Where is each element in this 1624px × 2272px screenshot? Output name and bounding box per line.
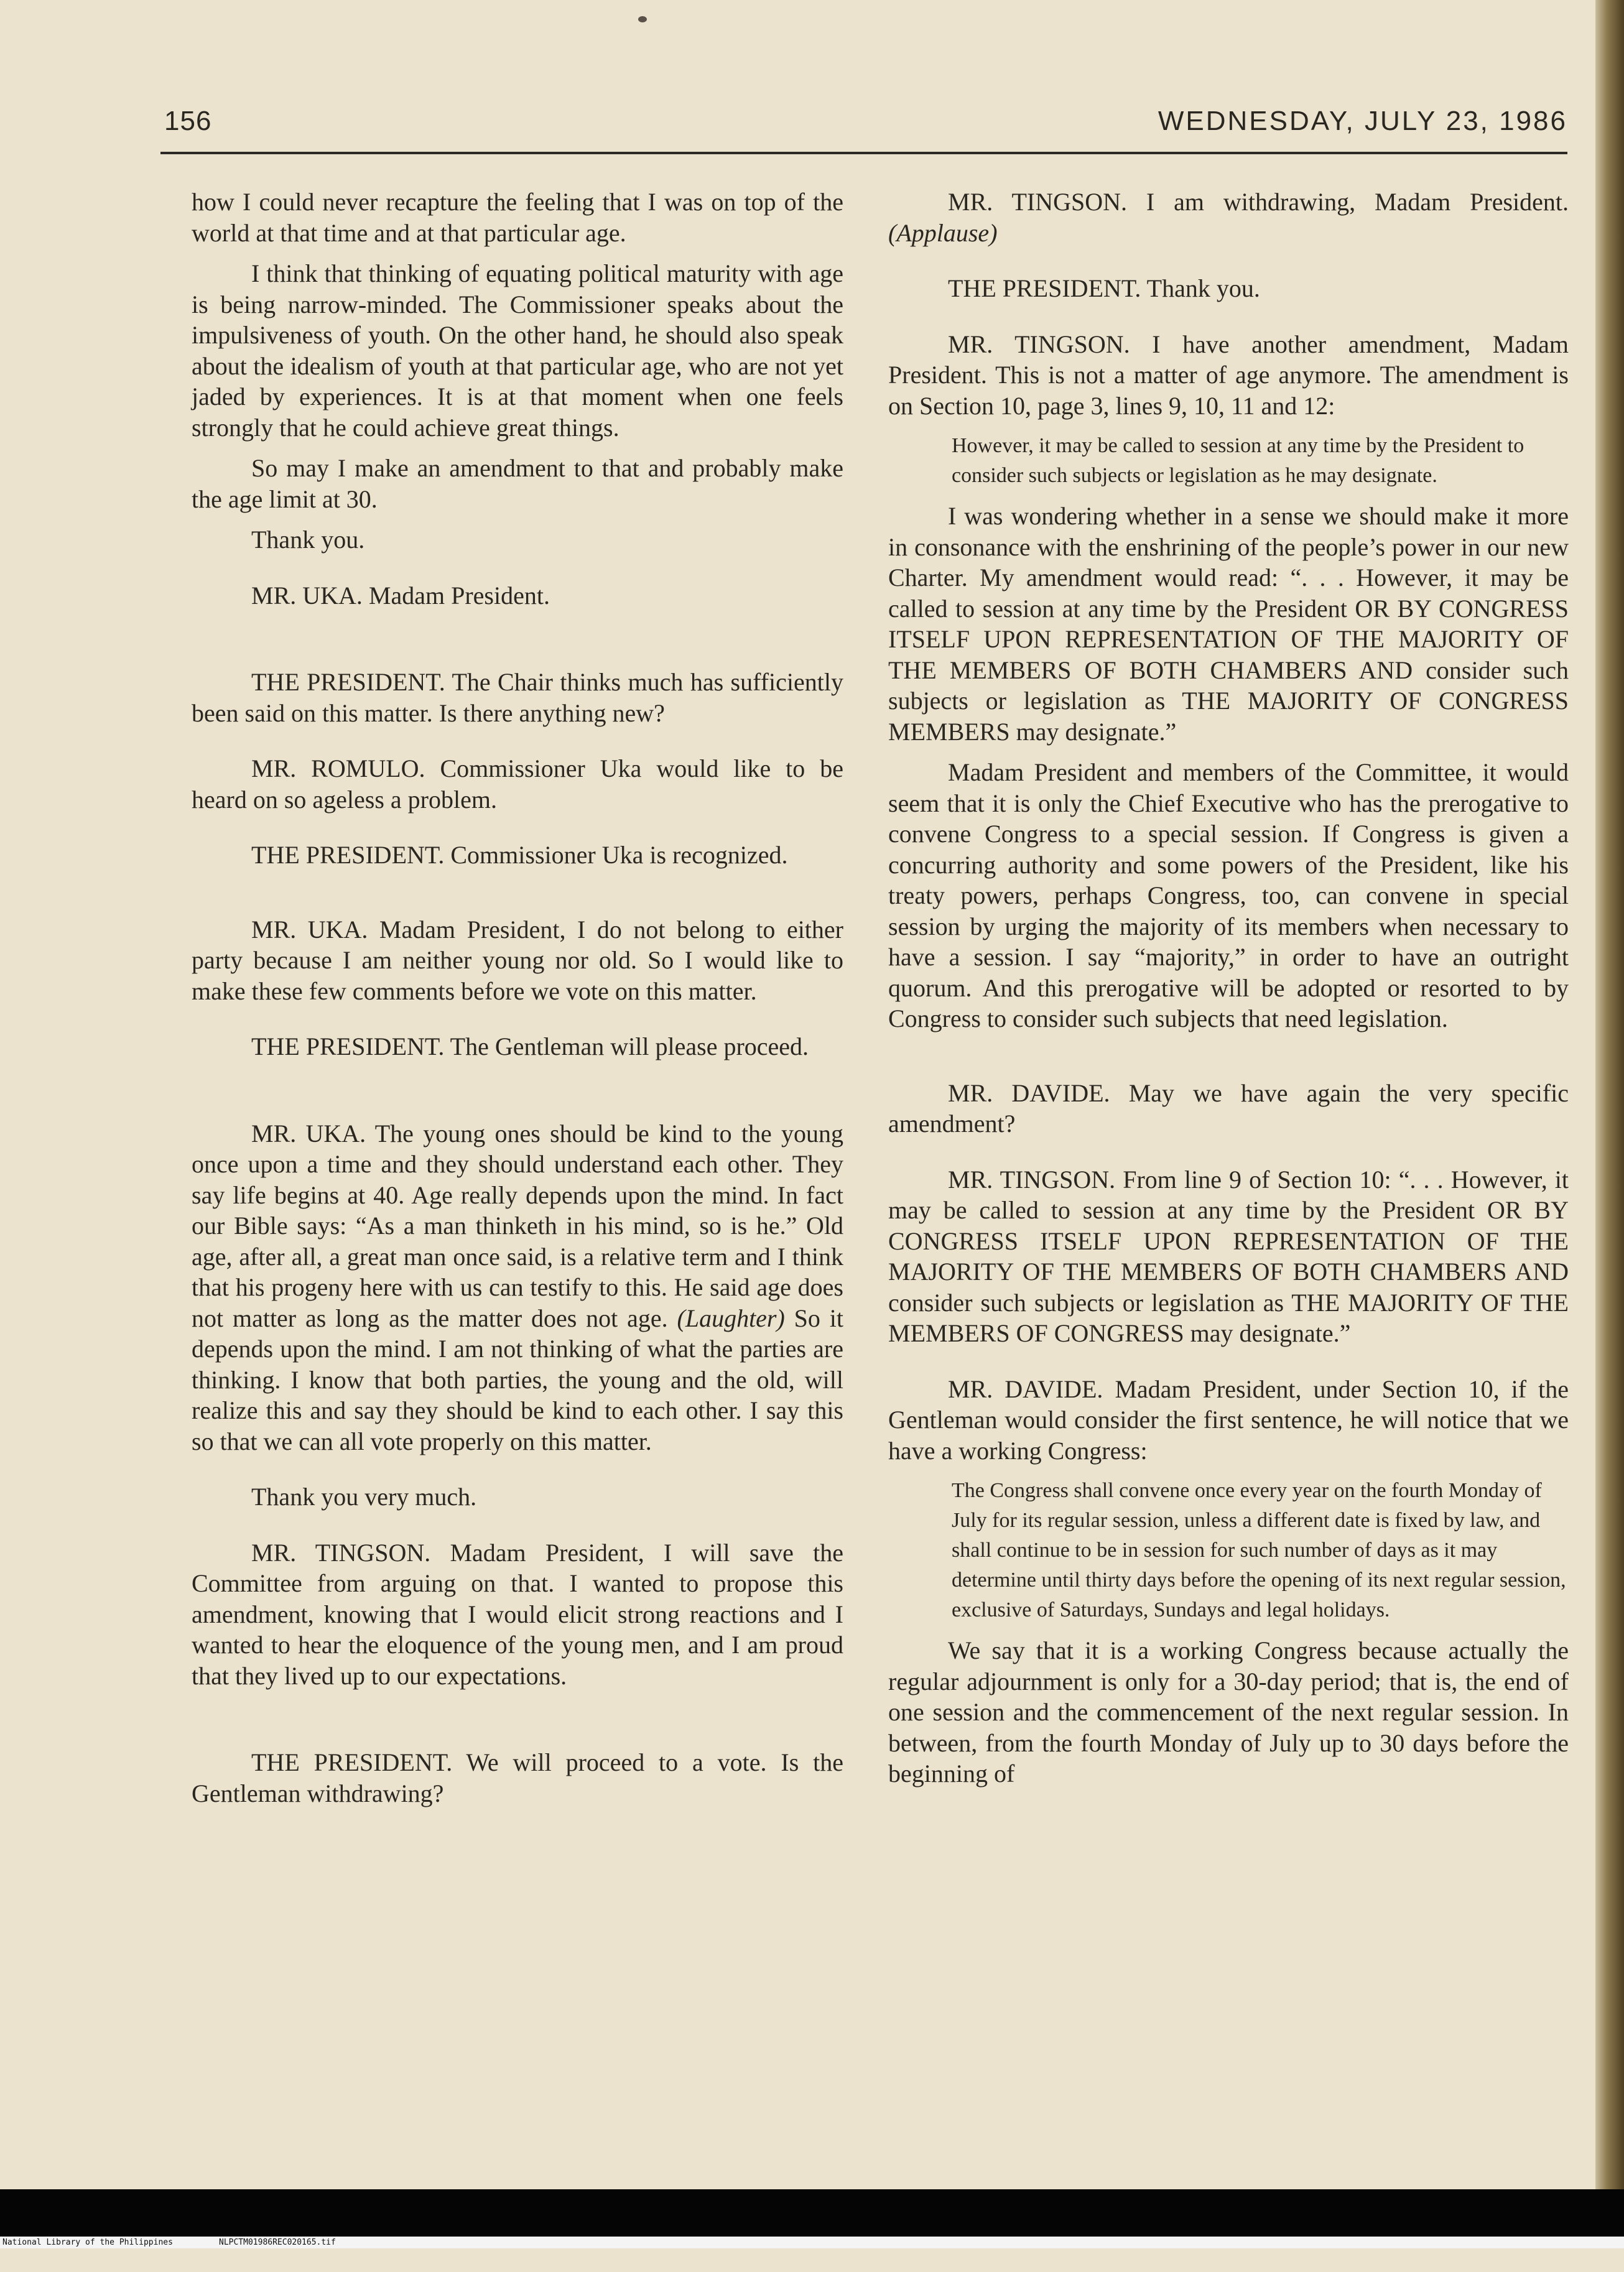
page-number: 156 (164, 106, 212, 136)
speaker-paragraph: MR. UKA. Madam President, I do not belong to either party because I am neither young nor old. So I would like to make these few comments before we vote on this matter. (192, 915, 843, 1005)
footer-filename: NLPCTM01986REC020165.tif (219, 2238, 336, 2247)
right-column (888, 187, 1569, 1789)
speaker-paragraph: MR. ROMULO. Commissioner Uka would like to be heard on so ageless a problem. (192, 754, 843, 814)
speaker-paragraph: THE PRESIDENT. The Chair thinks much has sufficiently been said on this matter. Is there anything new? (192, 668, 843, 727)
speaker-paragraph: MR. TINGSON. Madam President, I will save the Committee from arguing on that. I wanted to propose this amendment, knowing that I would elicit strong reactions and I wanted to hear the eloquence of the young men, and I am proud that they lived up to our expectations. (192, 1538, 843, 1690)
paragraph-text: So it depends upon the mind. I am not thinking of what the parties are thinking. I know that both parties, the young and the old, will realize this and say they should be kind to each other. I say this so that we can all vote properly on this matter. (192, 1304, 843, 1455)
left-column (192, 187, 843, 1809)
stage-direction: (Laughter) (677, 1304, 785, 1332)
paragraph: I was wondering whether in a sense we should make it more in consonance with the enshrining of the people’s power in our new Charter. My amendment would read: “. . . However, it may be called to session at any time by the President OR BY CONGRESS ITSELF UPON REPRESENTATION OF THE MAJORITY OF THE MEMBERS OF BOTH CHAMBERS AND consider such subjects or legislation as THE MAJORITY OF CONGRESS MEMBERS may designate.” (888, 502, 1569, 746)
paragraph: We say that it is a working Congress because actually the regular adjournment is only for a 30-day period; that is, the end of one session and the commencement of the next regular session. In between, from the fourth Monday of July up to 30 days before the beginning of (888, 1636, 1569, 1787)
paragraph: Thank you. (251, 526, 365, 554)
speaker-paragraph: THE PRESIDENT. Commissioner Uka is recognized. (251, 841, 788, 869)
page-date: WEDNESDAY, JULY 23, 1986 (1158, 106, 1567, 136)
speaker-paragraph: MR. UKA. Madam President. (251, 581, 550, 610)
speaker-paragraph: MR. DAVIDE. May we have again the very specific amendment? (888, 1078, 1569, 1138)
quoted-provision: However, it may be called to session at any time by the President to consider such subjects or legislation as he may designate. (952, 434, 1524, 487)
scan-footer (0, 2237, 1624, 2248)
quoted-provision: The Congress shall convene once every year on the fourth Monday of July for its regular session, unless a different date is fixed by law, and shall continue to be in session for such number of days as it may determine until thirty days before the opening of its next regular session, exclusive of Saturdays, Sundays and legal holidays. (952, 1479, 1566, 1621)
paragraph: I think that thinking of equating political maturity with age is being narrow-minded. The Commissioner speaks about the impulsiveness of youth. On the other hand, he should also speak about the idealism of youth at that particular age, who are not yet jaded by experiences. It is at that moment when one feels strongly that he could achieve great things. (192, 259, 843, 442)
paragraph: how I could never recapture the feeling that I was on top of the world at that time and at that particular age. (192, 188, 843, 247)
page-header (160, 93, 1567, 149)
speaker-paragraph: THE PRESIDENT. Thank you. (948, 274, 1260, 302)
speaker-paragraph: MR. DAVIDE. Madam President, under Section 10, if the Gentleman would consider the first sentence, he will notice that we have a working Congress: (888, 1375, 1569, 1465)
paragraph: So may I make an amendment to that and probably make the age limit at 30. (192, 454, 843, 513)
header-rule (160, 152, 1567, 154)
speaker-paragraph: MR. TINGSON. From line 9 of Section 10: “. . . However, it may be called to session at any time by the President OR BY CONGRESS ITSELF UPON REPRESENTATION OF THE MAJORITY OF THE MEMBERS OF BOTH CHAMBERS AND consider such subjects or legislation as THE MAJORITY OF THE MEMBERS OF CONGRESS may designate.” (888, 1165, 1569, 1347)
speaker-paragraph: MR. TINGSON. I have another amendment, Madam President. This is not a matter of age anymore. The amendment is on Section 10, page 3, lines 9, 10, 11 and 12: (888, 330, 1569, 420)
ink-speck (638, 16, 647, 22)
stage-direction: (Applause) (888, 218, 998, 247)
speaker-paragraph (192, 1118, 843, 1457)
paragraph: Thank you very much. (251, 1483, 477, 1511)
footer-library: National Library of the Philippines (2, 2238, 173, 2247)
paragraph-text: MR. TINGSON. I am withdrawing, Madam President. (948, 188, 1569, 216)
speaker-paragraph: THE PRESIDENT. The Gentleman will please proceed. (251, 1032, 809, 1060)
speaker-paragraph (888, 187, 1569, 248)
speaker-paragraph: THE PRESIDENT. We will proceed to a vote. Is the Gentleman withdrawing? (192, 1748, 843, 1807)
paragraph: Madam President and members of the Committee, it would seem that it is only the Chief Executive who has the prerogative to convene Congress to a special session. If Congress is given a concurring authority and some powers of the President, like his treaty powers, perhaps Congress, too, can convene in special session by urging the majority of its members when necessary to have a session. I say “majority,” in order to have an outright quorum. And this prerogative will be adopted or resorted to by Congress to consider such subjects that need legislation. (888, 758, 1569, 1032)
scan-edge-shadow (1595, 0, 1624, 2189)
paragraph-text: MR. UKA. The young ones should be kind to the young once upon a time and they should understand each other. They say life begins at 40. Age really depends upon the mind. In fact our Bible says: “As a man thinketh in his mind, so is he.” Old age, after all, a great man once said, is a relative term and I think that his progeny here with us can testify to this. He said age does not matter as long as the matter does not age. (192, 1119, 843, 1332)
